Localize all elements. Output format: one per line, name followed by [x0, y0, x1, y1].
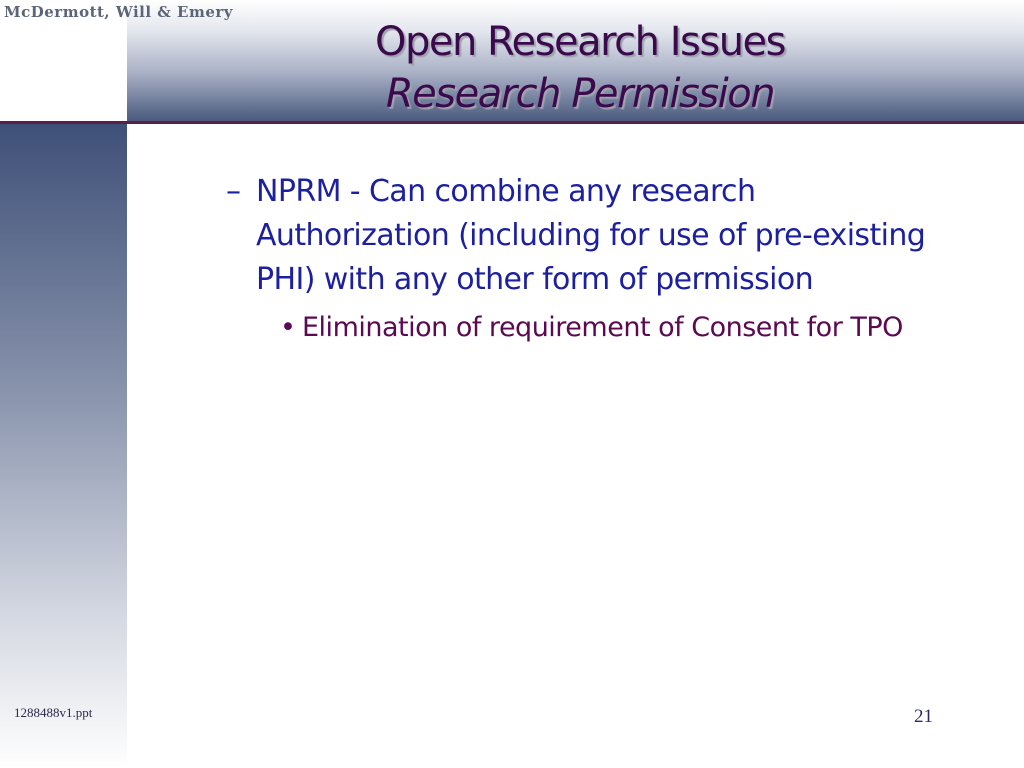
- sidebar-gradient: [0, 124, 127, 768]
- bullet-text: NPRM - Can combine any research Authorization (including for use of pre-existing PHI) with any other form of permission: [256, 174, 926, 297]
- bullet-dot-marker: •: [280, 312, 296, 343]
- page-number: 21: [914, 706, 933, 727]
- sub-bullet-text: Elimination of requirement of Consent for TPO: [302, 312, 903, 343]
- bullet-level-2: [276, 308, 936, 348]
- dash-marker: –: [226, 174, 241, 209]
- bullet-level-1: [226, 170, 936, 302]
- slide-subtitle: Research Permission: [385, 71, 775, 117]
- footer-file-name: 1288488v1.ppt: [14, 705, 93, 720]
- company-logo: McDermott, Will & Emery: [4, 3, 233, 21]
- slide-content: [226, 170, 936, 348]
- slide-title-block: [345, 16, 815, 120]
- slide-title: Open Research Issues: [374, 19, 786, 65]
- header-rule: [0, 121, 1024, 124]
